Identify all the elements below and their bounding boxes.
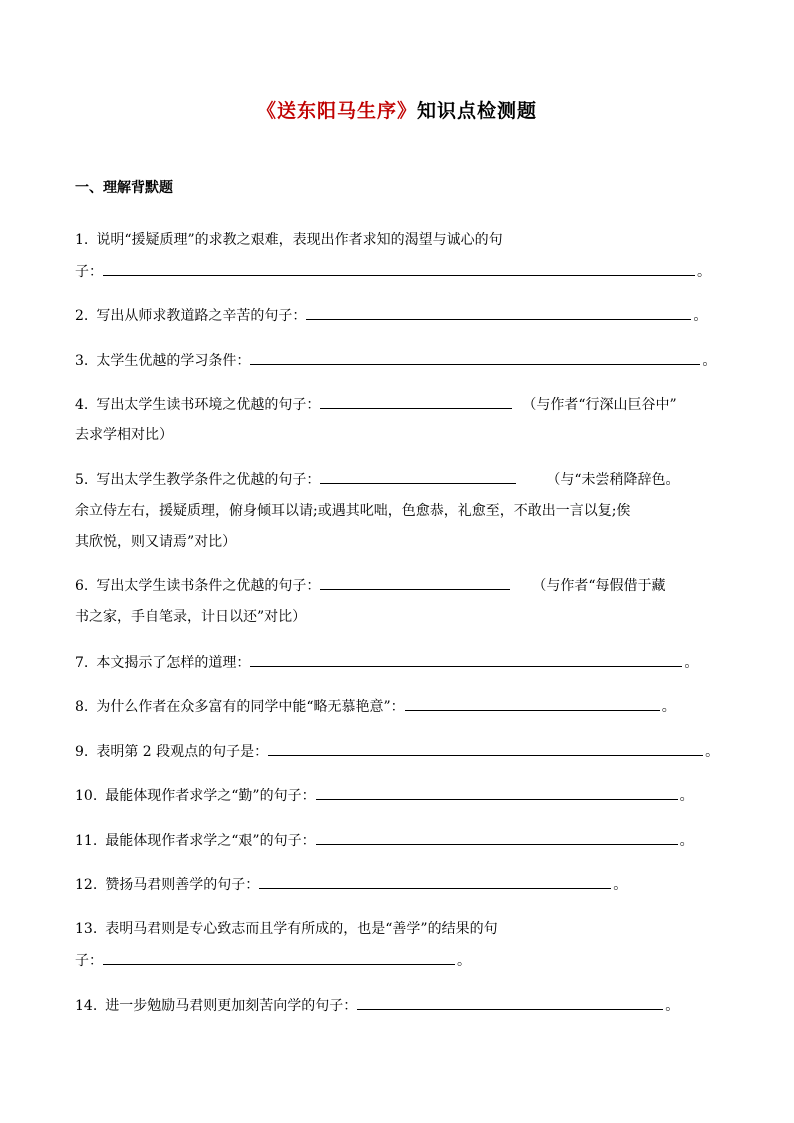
question-5-line-2: 余立侍左右，援疑质理，俯身倾耳以请;或遇其叱咄，色愈恭，礼愈至，不敢出一言以复;俟 [75,503,631,519]
question-9: 9. 表明第 2 段观点的句子是： 。 [75,741,719,762]
question-6: 6. 写出太学生读书条件之优越的句子： （与作者“每假借于藏 [75,575,666,596]
question-13-answer-line: 子： 。 [75,950,471,971]
answer-blank-8[interactable] [405,696,660,711]
answer-blank-7[interactable] [250,652,682,667]
question-2: 2. 写出从师求教道路之辛苦的句子： 。 [75,305,707,326]
answer-blank-1[interactable] [103,261,695,276]
question-5: 5. 写出太学生教学条件之优越的句子： （与“未尝稍降辞色。 [75,469,680,490]
question-14: 14. 进一步勉励马君则更加刻苦向学的句子： 。 [75,995,679,1016]
question-6-line-2: 书之家，手自笔录，计日以还”对比） [75,609,307,625]
answer-blank-6[interactable] [320,575,510,590]
answer-blank-2[interactable] [306,305,691,320]
question-1: 1. 说明“援疑质理”的求教之艰难，表现出作者求知的渴望与诚心的句 [75,232,503,248]
question-1-answer-line: 子： 。 [75,261,711,282]
answer-blank-11[interactable] [316,830,678,845]
answer-blank-10[interactable] [316,785,678,800]
question-10: 10. 最能体现作者求学之“勤”的句子： 。 [75,785,694,806]
document-title [0,96,794,123]
question-3: 3. 太学生优越的学习条件： 。 [75,350,716,371]
question-11: 11. 最能体现作者求学之“艰”的句子： 。 [75,830,694,851]
title-black-part: 知识点检测题 [417,100,538,122]
answer-blank-12[interactable] [259,874,611,889]
answer-blank-4[interactable] [320,394,512,409]
question-8: 8. 为什么作者在众多富有的同学中能“略无慕艳意”： 。 [75,696,676,717]
answer-blank-9[interactable] [268,741,703,756]
question-4: 4. 写出太学生读书环境之优越的句子： （与作者“行深山巨谷中” [75,394,677,415]
question-5-line-3: 其欣悦，则又请焉”对比） [75,534,237,550]
answer-blank-14[interactable] [357,995,663,1010]
title-red-part: 《送东阳马生序》 [256,100,417,122]
answer-blank-5[interactable] [320,469,516,484]
answer-blank-13[interactable] [103,950,455,965]
answer-blank-3[interactable] [250,350,700,365]
question-13: 13. 表明马君则是专心致志而且学有所成的，也是“善学”的结果的句 [75,921,498,937]
question-12: 12. 赞扬马君则善学的句子： 。 [75,874,627,895]
question-7: 7. 本文揭示了怎样的道理： 。 [75,652,698,673]
section-heading: 一、理解背默题 [75,180,173,196]
question-4-line-2: 去求学相对比） [75,427,173,443]
